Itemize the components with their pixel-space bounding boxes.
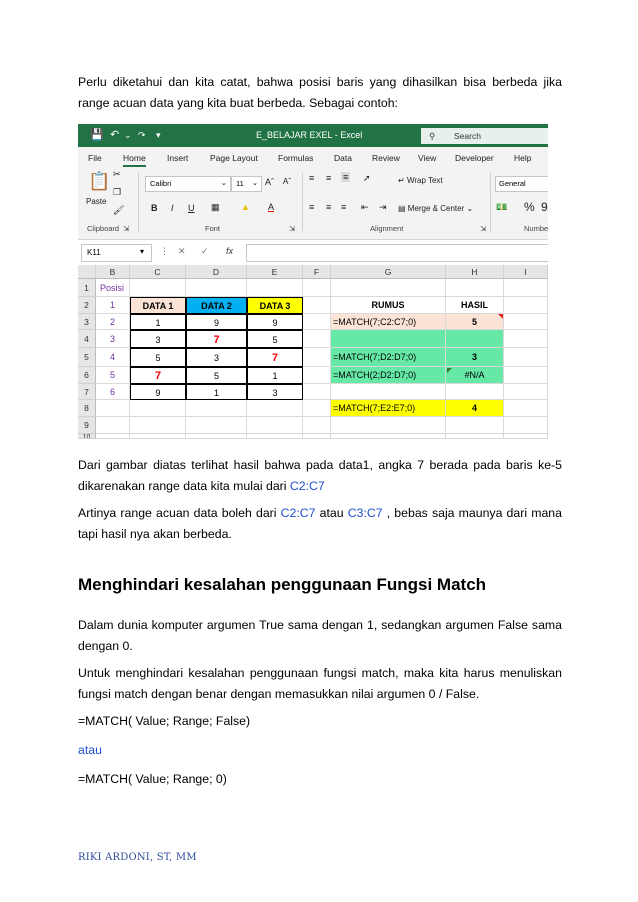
decrease-font-icon[interactable]: Aˇ [283,177,291,186]
paragraph-range-note [78,503,562,545]
copy-icon[interactable]: ❐ [113,187,122,197]
cut-icon[interactable]: ✂ [113,169,121,179]
group-font-label: Font [205,224,221,233]
cell-D5[interactable]: 3 [186,348,247,367]
align-left-icon[interactable]: ≡ [309,202,315,212]
redo-icon: ↷ [138,130,146,140]
font-name-select[interactable] [145,176,231,192]
range-reference: C2:C7 [289,479,325,493]
cell-H3[interactable]: 5 [446,314,504,330]
cell-E6[interactable]: 1 [247,367,303,384]
function-icon[interactable]: fx [226,246,234,256]
cell-G1[interactable] [331,279,446,297]
formula-input[interactable] [246,244,548,262]
cell-H6[interactable]: #N/A [446,367,504,384]
clipboard-icon[interactable]: 📋 [88,171,111,191]
paragraph-true-false: Dalam dunia komputer argumen True sama dengan 1, sedangkan argumen False sama dengan 0. [78,618,562,653]
dialog-launcher-icon[interactable]: ⇲ [289,224,296,233]
increase-font-icon[interactable]: Aˆ [265,177,274,187]
row-header[interactable]: 5 [78,348,96,367]
cell-B8[interactable] [96,400,130,417]
chevron-down-icon: ⌄ [251,178,258,187]
cell-F2[interactable] [303,297,331,314]
chevron-down-icon: ⌄ [220,178,227,187]
cell-C6[interactable]: 7 [130,367,186,384]
wrap-text-label: Wrap Text [406,176,443,185]
font-color-icon[interactable]: A [268,202,275,212]
range-reference: C2:C7 [280,506,316,520]
chevron-down-icon: ▾ [140,247,145,256]
atau-text: atau [78,743,102,757]
row-header[interactable]: 1 [78,279,96,297]
cell-I2[interactable] [504,297,548,314]
cell-I9[interactable] [504,417,548,434]
cell-C3[interactable]: 1 [130,314,186,330]
cell-G7[interactable] [331,384,446,400]
number-format-select[interactable] [495,176,548,192]
cell-G6[interactable]: =MATCH(2;D2:D7;0) [331,367,446,384]
name-box-value: K11 [87,248,101,257]
cell-F9[interactable] [303,417,331,434]
cell-H2[interactable]: HASIL [446,297,504,314]
cell-E9[interactable] [247,417,303,434]
cell-H9[interactable] [446,417,504,434]
font-size-value: 11 [236,179,244,188]
paragraph-text: Artinya range acuan data boleh dari [78,506,281,520]
percent-icon[interactable]: % [524,200,535,214]
cell-B5[interactable]: 4 [96,348,130,367]
dialog-launcher-icon[interactable]: ⇲ [480,224,487,233]
tab-file[interactable]: File [88,153,102,163]
cell-F5[interactable] [303,348,331,367]
ribbon-tabs [78,147,548,167]
cell-D6[interactable]: 5 [186,367,247,384]
cell-B9[interactable] [96,417,130,434]
cell-C2[interactable]: DATA 1 [130,297,186,314]
cell-I5[interactable] [504,348,548,367]
cell-E3[interactable]: 9 [247,314,303,330]
cell-I4[interactable] [504,330,548,348]
cell-D3[interactable]: 9 [186,314,247,330]
column-header[interactable]: B [96,265,130,279]
tab-insert[interactable]: Insert [167,153,189,163]
name-box[interactable] [81,244,152,262]
cell-G3[interactable]: =MATCH(7;C2:C7;0) [331,314,446,330]
cell-I6[interactable] [504,367,548,384]
cell-B10[interactable] [96,434,130,439]
search-icon: ⚲ [429,131,436,141]
cell-H5[interactable]: 3 [446,348,504,367]
cell-H10[interactable] [446,434,504,439]
cell-E8[interactable] [247,400,303,417]
cell-G9[interactable] [331,417,446,434]
cell-F8[interactable] [303,400,331,417]
cell-F6[interactable] [303,367,331,384]
group-number-label: Numbe [524,224,548,233]
window-title: E_BELAJAR EXEL - Excel [256,130,363,140]
cell-F4[interactable] [303,330,331,348]
formula-zero: =MATCH( Value; Range; 0) [78,772,227,786]
paragraph-text: , bebas saja maunya dari mana tapi hasil nya akan berbeda. [78,506,562,541]
paragraph-text: Dari gambar diatas terlihat hasil bahwa pada data1, angka 7 berada pada baris ke-5 dikarenakan range data kita mulai dari [78,458,562,493]
number-format-value: General [499,179,526,188]
row-header[interactable]: 10 [78,434,96,439]
column-header[interactable]: C [130,265,186,279]
spreadsheet-grid [78,265,548,439]
chevron-down-icon: ⌄ [124,130,132,140]
align-center-icon[interactable]: ≡ [326,202,332,212]
formula-false: =MATCH( Value; Range; False) [78,714,251,728]
cell-H8[interactable]: 4 [446,400,504,417]
cell-E4[interactable]: 5 [247,330,303,348]
paragraph-text: atau [315,506,348,520]
format-painter-icon[interactable]: 🖌 [113,205,125,215]
cell-I3[interactable] [504,314,548,330]
cell-B1[interactable]: Posisi [96,279,130,297]
column-header[interactable]: H [446,265,504,279]
align-right-icon[interactable]: ≡ [341,202,347,212]
column-header[interactable]: G [331,265,446,279]
cell-D4[interactable]: 7 [186,330,247,348]
search-box[interactable] [421,128,548,144]
cell-G8[interactable]: =MATCH(7;E2:E7;0) [331,400,446,417]
tab-help[interactable]: Help [514,153,532,163]
cell-I7[interactable] [504,384,548,400]
excel-screenshot [78,124,548,439]
paragraph-explanation [78,455,562,497]
group-alignment-label: Alignment [370,224,404,233]
row-header[interactable]: 6 [78,367,96,384]
bold-icon[interactable]: B [151,203,158,213]
cell-C1[interactable] [130,279,186,297]
cell-E10[interactable] [247,434,303,439]
search-label: Search [454,131,481,141]
select-all-corner[interactable] [78,265,96,279]
cell-B7[interactable]: 6 [96,384,130,400]
cell-I1[interactable] [504,279,548,297]
cell-H1[interactable] [446,279,504,297]
cell-E5[interactable]: 7 [247,348,303,367]
cell-F7[interactable] [303,384,331,400]
undo-icon: ↶ [110,129,120,141]
italic-icon[interactable]: I [171,203,174,213]
cell-B2[interactable]: 1 [96,297,130,314]
save-icon: 💾 [90,129,104,141]
section-heading: Menghindari kesalahan penggunaan Fungsi Match [78,575,487,594]
cell-E1[interactable] [247,279,303,297]
formula-bar [78,240,548,266]
merge-center-label: Merge & Center [407,204,465,213]
increase-indent-icon[interactable]: ⇥ [379,202,387,212]
cell-G10[interactable] [331,434,446,439]
excel-title-bar [78,124,548,147]
cell-I10[interactable] [504,434,548,439]
tab-review[interactable]: Review [372,153,400,163]
paragraph-avoid-errors: Untuk menghindari kesalahan penggunaan fungsi match, maka kita harus menuliskan fungsi match dengan benar dengan memasukkan nilai argumen 0 / False. [78,666,562,701]
cell-F10[interactable] [303,434,331,439]
align-top-icon[interactable]: ≡ [309,173,315,183]
tab-data[interactable]: Data [334,153,352,163]
cell-H4[interactable] [446,330,504,348]
font-name-value: Calibri [150,179,172,188]
cell-D1[interactable] [186,279,247,297]
cancel-icon[interactable]: ✕ [178,246,186,256]
row-header[interactable]: 8 [78,400,96,417]
cell-D10[interactable] [186,434,247,439]
cell-G4[interactable] [331,330,446,348]
tab-view[interactable]: View [418,153,437,163]
orientation-icon[interactable]: ➚ [363,173,371,183]
row-header[interactable]: 4 [78,330,96,348]
row-header[interactable]: 2 [78,297,96,314]
intro-paragraph: Perlu diketahui dan kita catat, bahwa posisi baris yang dihasilkan bisa berbeda jika range acuan data yang kita buat berbeda. Sebagai contoh: [78,75,562,110]
column-header[interactable]: E [247,265,303,279]
error-indicator-icon [447,368,452,373]
cell-C10[interactable] [130,434,186,439]
range-reference: C3:C7 [347,506,383,520]
tab-home[interactable]: Home [123,153,146,167]
cell-C5[interactable]: 5 [130,348,186,367]
cell-H7[interactable] [446,384,504,400]
cell-D9[interactable] [186,417,247,434]
cell-C7[interactable]: 9 [130,384,186,400]
cell-E7[interactable]: 3 [247,384,303,400]
column-header[interactable]: I [504,265,548,279]
fill-color-icon[interactable]: ▲ [241,202,250,212]
borders-icon[interactable]: ▦ [211,202,220,212]
tab-page-layout[interactable]: Page Layout [210,153,258,163]
decrease-indent-icon[interactable]: ⇤ [361,202,369,212]
merge-center-button[interactable]: ▤ Merge & Center ⌄ [398,204,474,213]
cell-B4[interactable]: 3 [96,330,130,348]
footer-author: RIKI ARDONI, ST, MM [78,852,197,863]
tab-developer[interactable]: Developer [455,153,494,163]
ribbon [78,167,548,240]
row-header[interactable]: 7 [78,384,96,400]
cell-D7[interactable]: 1 [186,384,247,400]
comment-indicator-icon [498,314,503,319]
row-header[interactable]: 3 [78,314,96,330]
row-header[interactable]: 9 [78,417,96,434]
cell-F3[interactable] [303,314,331,330]
paste-label[interactable]: Paste [86,197,107,206]
cell-C8[interactable] [130,400,186,417]
tab-formulas[interactable]: Formulas [278,153,314,163]
align-middle-icon[interactable]: ≡ [326,173,332,183]
currency-icon[interactable]: 💵 [496,202,508,212]
cell-B6[interactable]: 5 [96,367,130,384]
underline-icon[interactable]: U [188,203,195,213]
comma-icon[interactable]: 9 [541,200,548,214]
cell-B3[interactable]: 2 [96,314,130,330]
cell-C4[interactable]: 3 [130,330,186,348]
dialog-launcher-icon[interactable]: ⇲ [123,224,130,233]
column-header[interactable]: F [303,265,331,279]
cell-F1[interactable] [303,279,331,297]
column-header[interactable]: D [186,265,247,279]
cell-E2[interactable]: DATA 3 [247,297,303,314]
cell-C9[interactable] [130,417,186,434]
wrap-text-button[interactable]: ↵ Wrap Text [398,176,443,185]
align-bottom-icon[interactable]: ≡ [343,172,349,182]
cell-G5[interactable]: =MATCH(7;D2:D7;0) [331,348,446,367]
cell-G2[interactable]: RUMUS [331,297,446,314]
enter-icon[interactable]: ✓ [201,246,209,256]
cell-I8[interactable] [504,400,548,417]
quick-access-menu-icon: ▾ [156,130,161,140]
font-size-select[interactable] [231,176,262,192]
more-options-icon: ⋮ [160,246,169,256]
group-clipboard-label: Clipboard [87,224,120,233]
cell-D2[interactable]: DATA 2 [186,297,247,314]
cell-D8[interactable] [186,400,247,417]
